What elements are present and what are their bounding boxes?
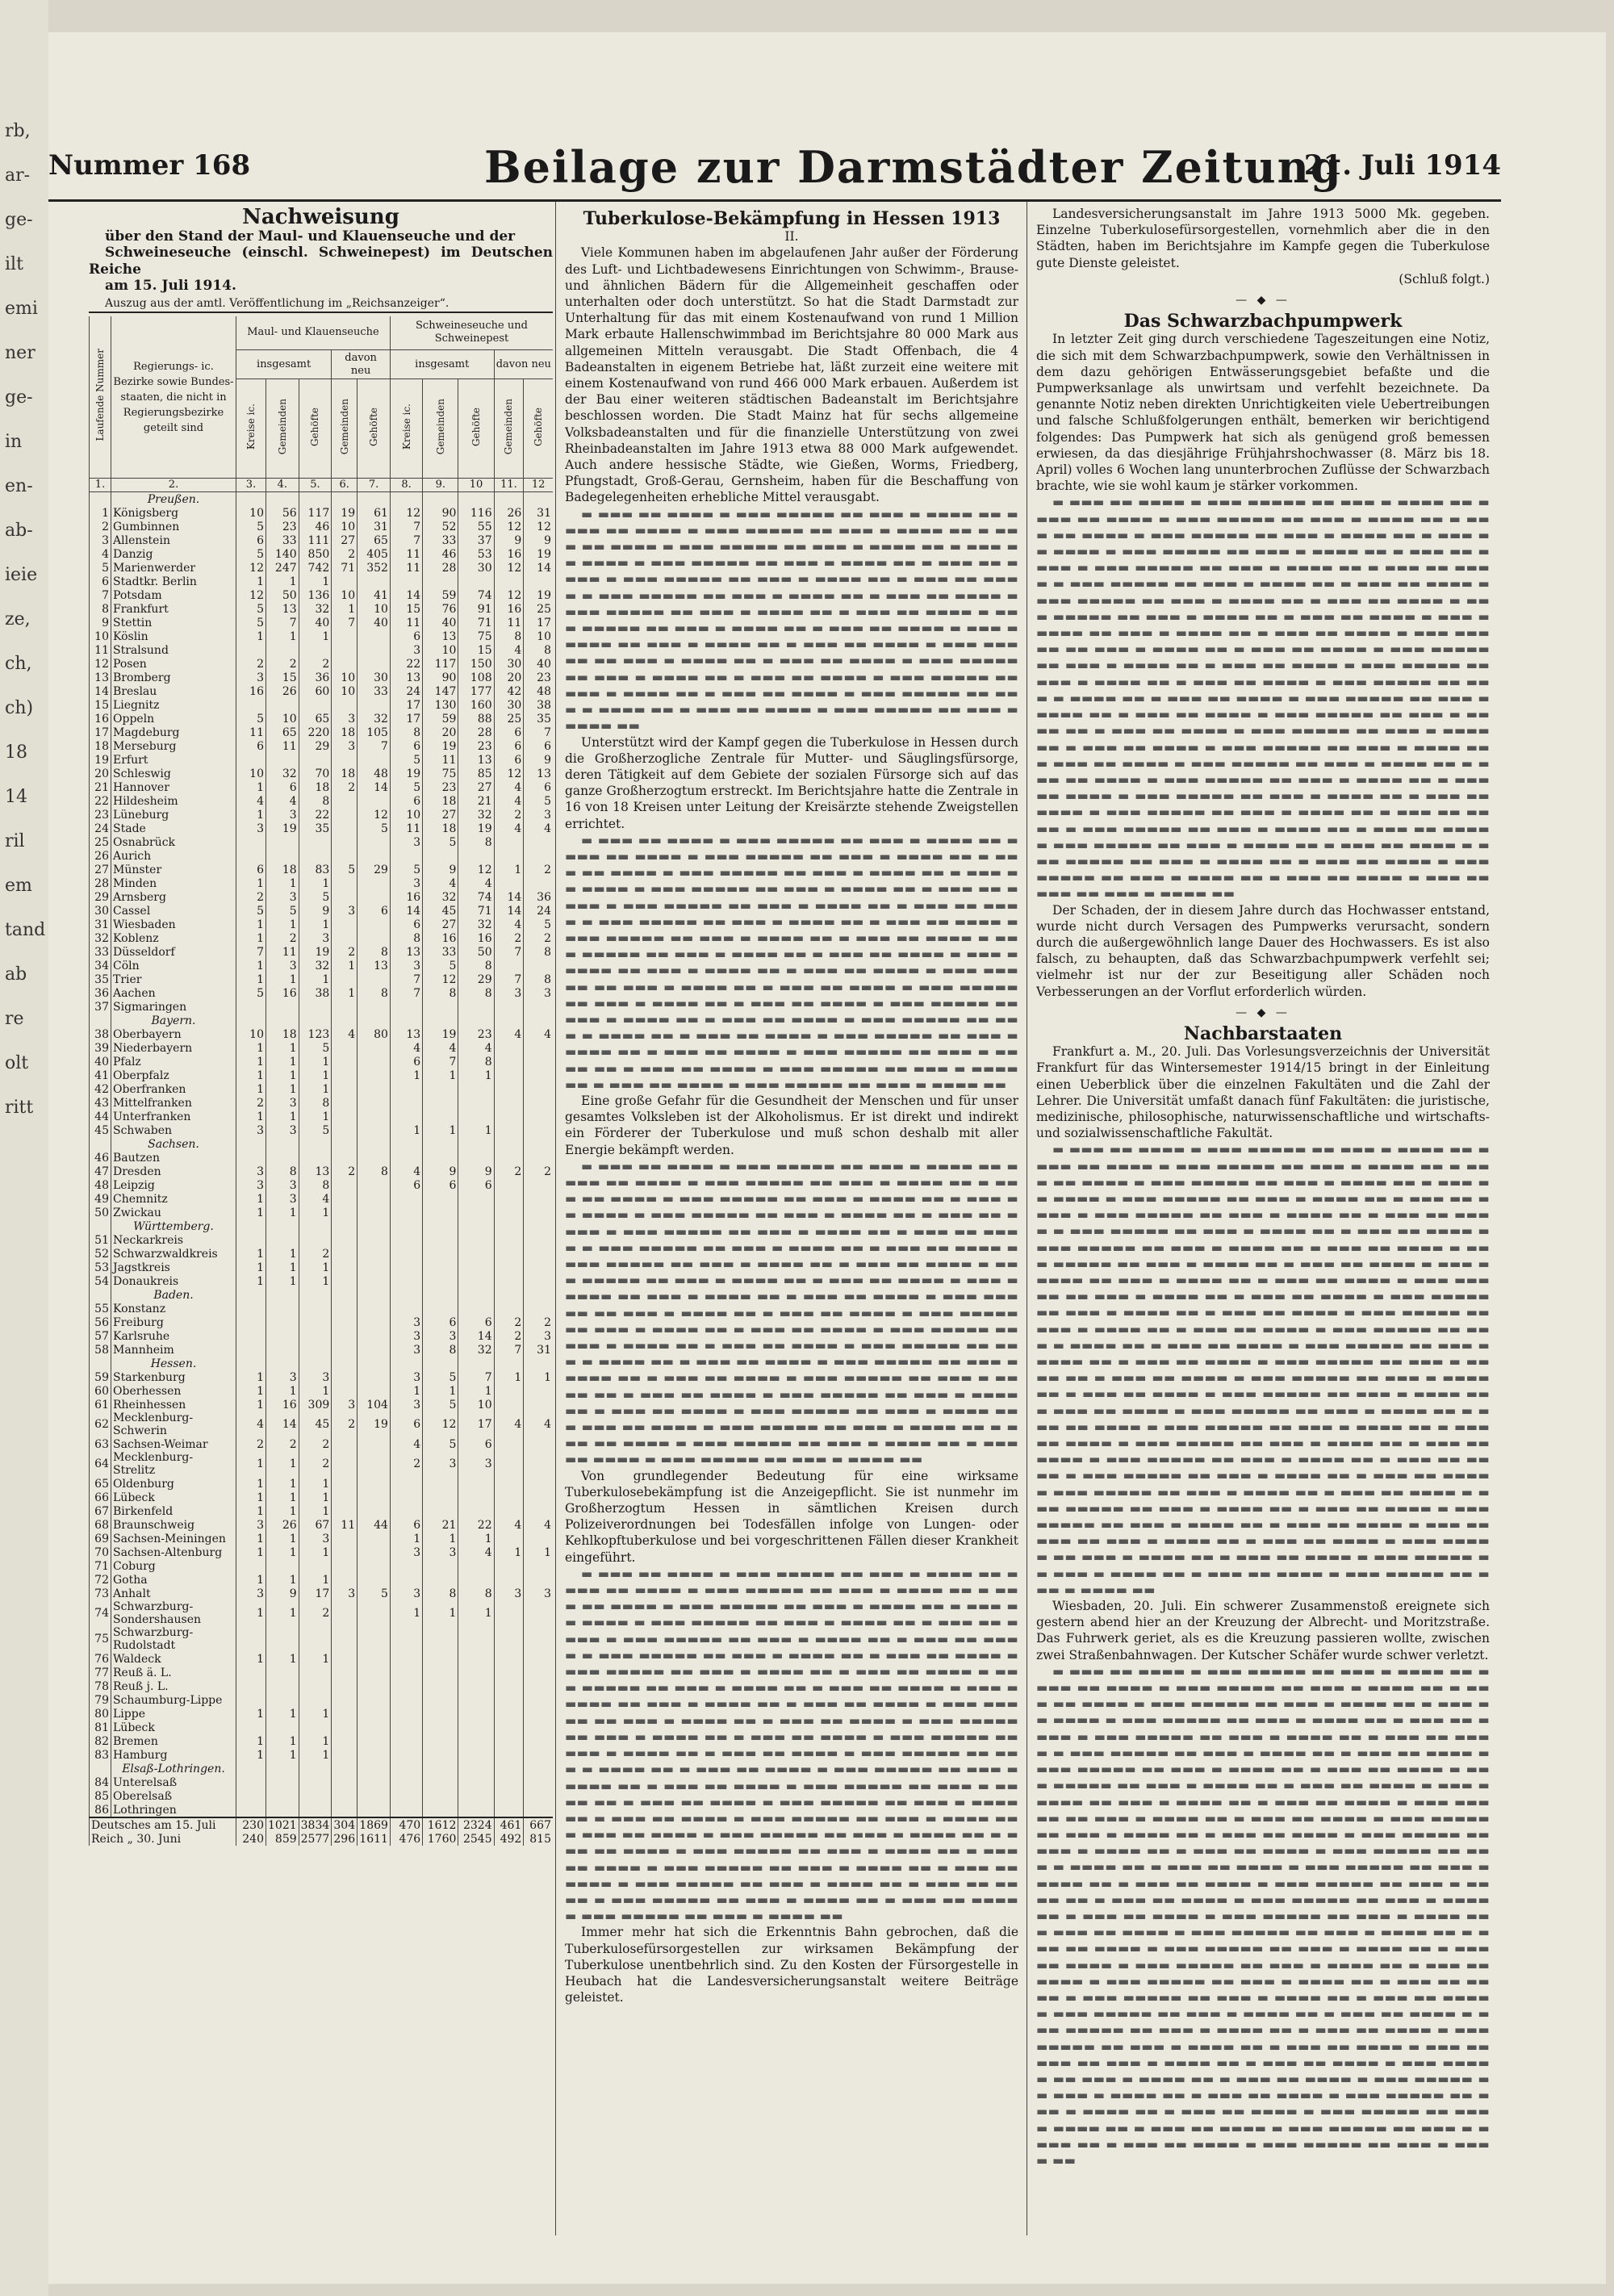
- region-name: Bayern.: [111, 1014, 236, 1027]
- header-districts: Kreise ic.: [236, 379, 266, 479]
- region-name: Minden: [111, 876, 236, 890]
- region-name: Magdeburg: [111, 726, 236, 739]
- table-row: 65 Oldenburg 1 1 1: [90, 1477, 554, 1491]
- table-row: 52 Schwarzwaldkreis 1 1 2: [90, 1247, 554, 1261]
- region-name: Preußen.: [111, 492, 236, 507]
- region-name: Stade: [111, 822, 236, 835]
- region-name: Posen: [111, 657, 236, 671]
- table-row: 34 Cöln 1 3 32 1 13 3 5 8: [90, 959, 554, 972]
- region-name: Sigmaringen: [111, 1000, 236, 1014]
- table-row: 26 Aurich: [90, 849, 554, 863]
- region-name: Unterfranken: [111, 1110, 236, 1123]
- table-row: 1 Königsberg 10 56 117 19 61 12 90 116 26 31: [90, 506, 554, 520]
- region-name: Oberfranken: [111, 1082, 236, 1096]
- table-row: 80 Lippe 1 1 1: [90, 1707, 554, 1721]
- table-row: 54 Donaukreis 1 1 1: [90, 1274, 554, 1288]
- article-paragraph: Von grundlegender Bedeutung für eine wirksame Tuberkulosebekämpfung ist die Anzeigepflicht. Sie ist nunmehr im Großherzogtum Hessen in sämtlichen Kreisen durch Polizeiverordnungen bei Todesfällen infolge von Lungen- oder Kehlkopftuberkulose und bei vorgeschrittenen Fällen dieser Krankheit eingeführt.: [565, 1468, 1018, 1565]
- region-name: Oppeln: [111, 712, 236, 726]
- table-row: 40 Pfalz 1 1 1 6 7 8: [90, 1055, 554, 1069]
- article-paragraph: Viele Kommunen haben im abgelaufenen Jahr außer der Förderung des Luft- und Lichtbadewesens Einrichtungen von Schwimm-, Brause- und ähnlichen Bädern für die Allgemeinheit geschaffen oder unterhalten oder doch unterstützt. So hat die Stadt Darmstadt zur Unterhaltung für das mit einem Kostenaufwand von rund 1 Million Mark erbaute Hallenschwimmbad im Berichtsjahre 80 000 Mark aus allgemeinen Mitteln verausgabt. Die Stadt Offenbach, die 4 Badeanstalten in eigenem Betriebe hat, läßt zurzeit eine weitere mit einem Kostenaufwand von rund 466 000 Mark erbauen. Außerdem ist der Bau einer weiteren städtischen Badeanstalt im Berichtsjahre beschlossen worden. Die Stadt Mainz hat für sechs allgemeine Volksbadeanstalten und für die finanzielle Unterstützung von zwei Rheinbadeanstalten im Jahre 1913 etwa 88 000 Mark aufgewendet. Auch andere hessische Städte, wie Gießen, Worms, Friedberg, Pfungstadt, Groß-Gerau, Gernsheim, haben für die Beschaffung von Badegelegenheiten erhebliche Mittel verausgabt.: [565, 245, 1018, 505]
- column-number: 4.: [266, 479, 299, 492]
- separator: — ◆ —: [1236, 1006, 1290, 1019]
- illegible-text: ▬ ▬▬▬ ▬▬ ▬▬▬▬ ▬ ▬▬▬ ▬▬▬▬▬ ▬▬ ▬▬▬ ▬ ▬▬▬▬ ▬▬ ▬ ▬▬▬ ▬▬ ▬▬▬▬ ▬ ▬▬▬ ▬▬▬▬▬ ▬▬ ▬▬▬ ▬ ▬▬▬▬ ▬▬ ▬ ▬▬▬ ▬▬ ▬▬▬▬ ▬ ▬▬▬ ▬▬▬▬▬ ▬▬ ▬▬▬ ▬ ▬▬▬▬ ▬▬ ▬ ▬▬▬ ▬▬ ▬▬▬▬ ▬ ▬▬▬ ▬▬▬▬▬ ▬▬ ▬▬▬ ▬ ▬▬▬▬ ▬▬ ▬ ▬▬▬ ▬▬ ▬▬▬▬ ▬ ▬▬▬ ▬▬▬▬▬ ▬▬ ▬▬▬ ▬ ▬▬▬▬ ▬▬ ▬ ▬▬▬ ▬▬ ▬▬▬▬ ▬ ▬▬▬ ▬▬▬▬▬ ▬▬ ▬▬▬ ▬ ▬▬▬▬ ▬▬ ▬ ▬▬▬ ▬▬ ▬▬▬▬ ▬ ▬▬▬ ▬▬▬▬▬ ▬▬ ▬▬▬ ▬ ▬▬▬▬ ▬▬ ▬ ▬▬▬ ▬▬ ▬▬▬▬ ▬ ▬▬▬ ▬▬▬▬▬ ▬▬ ▬▬▬ ▬ ▬▬▬▬ ▬▬ ▬ ▬▬▬ ▬▬ ▬▬▬▬ ▬ ▬▬▬ ▬▬▬▬▬ ▬▬ ▬▬▬ ▬ ▬▬▬▬ ▬▬ ▬ ▬▬▬ ▬▬ ▬▬▬▬ ▬ ▬▬▬ ▬▬▬▬▬ ▬▬ ▬▬▬ ▬ ▬▬▬▬ ▬▬ ▬ ▬▬▬ ▬▬ ▬▬▬▬ ▬ ▬▬▬ ▬▬▬▬▬ ▬▬ ▬▬▬ ▬ ▬▬▬▬ ▬▬ ▬ ▬▬▬ ▬▬ ▬▬▬▬ ▬ ▬▬▬ ▬▬▬▬▬ ▬▬ ▬▬▬ ▬ ▬▬▬▬ ▬▬ ▬ ▬▬▬ ▬▬ ▬▬▬▬ ▬ ▬▬▬ ▬▬▬▬▬ ▬▬ ▬▬▬ ▬ ▬▬▬▬ ▬▬ ▬ ▬▬▬ ▬▬ ▬▬▬▬ ▬ ▬▬▬ ▬▬▬▬▬ ▬▬ ▬▬▬ ▬ ▬▬▬▬ ▬▬: [565, 506, 1018, 734]
- table-row: 31 Wiesbaden 1 1 1 6 27 32 4 5: [90, 918, 554, 931]
- adjacent-page-fragment: ge-: [5, 210, 33, 230]
- table-row: 46 Bautzen: [90, 1151, 554, 1165]
- table-row: 6 Stadtkr. Berlin 1 1 1: [90, 575, 554, 588]
- table-row: 16 Oppeln 5 10 65 3 32 17 59 88 25 35: [90, 712, 554, 726]
- table-row: 78 Reuß j. L.: [90, 1679, 554, 1693]
- table-date: am 15. Juli 1914.: [105, 277, 236, 294]
- region-name: Breslau: [111, 684, 236, 698]
- column-number: 5.: [299, 479, 332, 492]
- header-region: Regierungs- ic. Bezirke sowie Bundes- staaten, die nicht in Regierungsbezirke geteilt sind: [111, 316, 236, 479]
- adjacent-page-fragment: ge-: [5, 387, 33, 408]
- table-row: 55 Konstanz: [90, 1302, 554, 1315]
- column-divider: [555, 202, 556, 2235]
- adjacent-page-fragment: ze,: [5, 609, 31, 629]
- table-row: 59 Starkenburg 1 3 3 3 5 7 1 1: [90, 1370, 554, 1384]
- table-state-heading: [90, 1288, 554, 1302]
- region-name: Allenstein: [111, 533, 236, 547]
- adjacent-page-fragment: ab: [5, 964, 27, 985]
- region-name: Zwickau: [111, 1206, 236, 1219]
- region-name: Trier: [111, 972, 236, 986]
- region-name: Frankfurt: [111, 602, 236, 616]
- region-name: Sachsen-Weimar: [111, 1437, 236, 1451]
- region-name: Coburg: [111, 1559, 236, 1573]
- column-number: 11.: [494, 479, 524, 492]
- table-row: 11 Stralsund 3 10 15 4 8: [90, 643, 554, 657]
- region-name: Cöln: [111, 959, 236, 972]
- table-row: 28 Minden 1 1 1 3 4 4: [90, 876, 554, 890]
- table-row: 85 Oberelsaß: [90, 1789, 554, 1803]
- table-row: 5 Marienwerder 12 247 742 71 352 11 28 30 12 14: [90, 561, 554, 575]
- article-heading: Das Schwarzbachpumpwerk: [1123, 311, 1403, 332]
- column-tuberculosis: [565, 206, 1018, 2240]
- table-state-heading: [90, 1762, 554, 1775]
- region-name: Chemnitz: [111, 1192, 236, 1206]
- epidemic-table: [89, 316, 553, 1846]
- region-name: Köslin: [111, 629, 236, 643]
- article-paragraph: Eine große Gefahr für die Gesundheit der Menschen und für unser gesamtes Volksleben ist der Alkoholismus. Er ist direkt und indirekt ein Förderer der Tuberkulose und muß schon deshalb mit aller Energie bekämpft werden.: [565, 1093, 1018, 1157]
- region-name: Bremen: [111, 1734, 236, 1748]
- table-row: 82 Bremen 1 1 1: [90, 1734, 554, 1748]
- article-paragraph: Unterstützt wird der Kampf gegen die Tuberkulose in Hessen durch die Großherzogliche Zentrale für Mutter- und Säuglingsfürsorge, deren Tätigkeit auf dem Gebiete der sozialen Fürsorge sich auf das ganze Großherzogtum erstreckt. Im Berichtsjahre hatte die Zentrale in 16 von 18 Kreisen unter Leitung der Kreisärzte stehende Zweigstellen errichtet.: [565, 734, 1018, 831]
- table-row: 64 Mecklenburg-Strelitz 1 1 2 2 3 3: [90, 1451, 554, 1477]
- table-row: 43 Mittelfranken 2 3 8: [90, 1096, 554, 1110]
- article-heading: Nachbarstaaten: [1183, 1023, 1343, 1044]
- issue-date: 21. Juli 1914: [1303, 149, 1501, 182]
- table-row: 37 Sigmaringen: [90, 1000, 554, 1014]
- column-number: 6.: [332, 479, 358, 492]
- table-row: 38 Oberbayern 10 18 123 4 80 13 19 23 4 4: [90, 1027, 554, 1041]
- region-name: Lüneburg: [111, 808, 236, 822]
- region-name: Oberbayern: [111, 1027, 236, 1041]
- table-row: 49 Chemnitz 1 3 4: [90, 1192, 554, 1206]
- illegible-text: ▬ ▬▬▬ ▬▬ ▬▬▬▬ ▬ ▬▬▬ ▬▬▬▬▬ ▬▬ ▬▬▬ ▬ ▬▬▬▬ ▬▬ ▬ ▬▬▬ ▬▬ ▬▬▬▬ ▬ ▬▬▬ ▬▬▬▬▬ ▬▬ ▬▬▬ ▬ ▬▬▬▬ ▬▬ ▬ ▬▬▬ ▬▬ ▬▬▬▬ ▬ ▬▬▬ ▬▬▬▬▬ ▬▬ ▬▬▬ ▬ ▬▬▬▬ ▬▬ ▬ ▬▬▬ ▬▬ ▬▬▬▬ ▬ ▬▬▬ ▬▬▬▬▬ ▬▬ ▬▬▬ ▬ ▬▬▬▬ ▬▬ ▬ ▬▬▬ ▬▬ ▬▬▬▬ ▬ ▬▬▬ ▬▬▬▬▬ ▬▬ ▬▬▬ ▬ ▬▬▬▬ ▬▬ ▬ ▬▬▬ ▬▬ ▬▬▬▬ ▬ ▬▬▬ ▬▬▬▬▬ ▬▬ ▬▬▬ ▬ ▬▬▬▬ ▬▬ ▬ ▬▬▬ ▬▬ ▬▬▬▬ ▬ ▬▬▬ ▬▬▬▬▬ ▬▬ ▬▬▬ ▬ ▬▬▬▬ ▬▬ ▬ ▬▬▬ ▬▬ ▬▬▬▬ ▬ ▬▬▬ ▬▬▬▬▬ ▬▬ ▬▬▬ ▬ ▬▬▬▬ ▬▬ ▬ ▬▬▬ ▬▬ ▬▬▬▬ ▬ ▬▬▬ ▬▬▬▬▬ ▬▬ ▬▬▬ ▬ ▬▬▬▬ ▬▬ ▬ ▬▬▬ ▬▬ ▬▬▬▬ ▬ ▬▬▬ ▬▬▬▬▬ ▬▬ ▬▬▬ ▬ ▬▬▬▬ ▬▬ ▬ ▬▬▬ ▬▬ ▬▬▬▬ ▬ ▬▬▬ ▬▬▬▬▬ ▬▬ ▬▬▬ ▬ ▬▬▬▬ ▬▬ ▬ ▬▬▬ ▬▬ ▬▬▬▬ ▬ ▬▬▬ ▬▬▬▬▬ ▬▬ ▬▬▬ ▬ ▬▬▬▬ ▬▬ ▬ ▬▬▬ ▬▬ ▬▬▬▬ ▬ ▬▬▬ ▬▬▬▬▬ ▬▬ ▬▬▬ ▬ ▬▬▬▬ ▬▬ ▬ ▬▬▬ ▬▬ ▬▬▬▬ ▬ ▬▬▬ ▬▬▬▬▬ ▬▬ ▬▬▬ ▬ ▬▬▬▬ ▬▬ ▬ ▬▬▬ ▬▬ ▬▬▬▬ ▬ ▬▬▬ ▬▬▬▬▬ ▬▬ ▬▬▬ ▬ ▬▬▬▬ ▬▬ ▬ ▬▬▬ ▬▬ ▬▬▬▬ ▬ ▬▬▬ ▬▬▬▬▬ ▬▬ ▬▬▬ ▬ ▬▬▬▬ ▬▬ ▬ ▬▬▬ ▬▬ ▬▬▬▬ ▬ ▬▬▬ ▬▬▬▬▬ ▬▬ ▬▬▬ ▬ ▬▬▬▬ ▬▬ ▬ ▬▬▬ ▬▬ ▬▬▬▬ ▬ ▬▬▬ ▬▬▬▬▬ ▬▬ ▬▬▬ ▬ ▬▬▬▬ ▬▬ ▬ ▬▬▬ ▬▬ ▬▬▬▬ ▬ ▬▬▬ ▬▬▬▬▬ ▬▬ ▬▬▬ ▬ ▬▬▬▬ ▬▬ ▬ ▬▬▬ ▬▬ ▬▬▬▬ ▬ ▬▬▬ ▬▬▬▬▬ ▬▬ ▬▬▬ ▬ ▬▬▬▬ ▬▬ ▬ ▬▬▬ ▬▬ ▬▬▬▬ ▬ ▬▬▬ ▬▬▬▬▬ ▬▬ ▬▬▬ ▬ ▬▬▬▬ ▬▬ ▬ ▬▬▬ ▬▬ ▬▬▬▬ ▬ ▬▬▬ ▬▬▬▬▬ ▬▬ ▬▬▬ ▬ ▬▬▬▬ ▬▬ ▬ ▬▬▬ ▬▬ ▬▬▬▬ ▬ ▬▬▬ ▬▬▬▬▬ ▬▬ ▬▬▬ ▬ ▬▬▬▬ ▬▬: [565, 1566, 1018, 1924]
- region-name: Pfalz: [111, 1055, 236, 1069]
- region-name: Hamburg: [111, 1748, 236, 1762]
- adjacent-page-fragment: ch): [5, 698, 34, 718]
- adjacent-page-fragment: ar-: [5, 165, 31, 186]
- table-row: 2 Gumbinnen 5 23 46 10 31 7 52 55 12 12: [90, 520, 554, 533]
- table-row: 71 Coburg: [90, 1559, 554, 1573]
- region-name: Merseburg: [111, 739, 236, 753]
- adjacent-page-fragment: ch,: [5, 654, 32, 674]
- region-name: Hannover: [111, 780, 236, 794]
- header-swine-fever: Schweineseuche und Schweinepest: [390, 316, 553, 349]
- region-name: Koblenz: [111, 931, 236, 945]
- region-name: Mecklenburg-Strelitz: [111, 1451, 236, 1477]
- region-name: Schaumburg-Lippe: [111, 1693, 236, 1707]
- region-name: Lothringen: [111, 1803, 236, 1817]
- article-paragraph: Frankfurt a. M., 20. Juli. Das Vorlesungsverzeichnis der Universität Frankfurt für das Wintersemester 1914/15 bringt in der Einleitung einen Ueberblick über die einzelnen Fakultäten und die Zahl der Lehrer. Die Universität umfaßt danach fünf Fakultäten: die juristische, medizinische, philosophische, naturwissenschaftliche und wirtschafts- und sozialwissenschaftliche Fakultät.: [1036, 1044, 1490, 1141]
- header-communes: Gemeinden: [266, 379, 299, 479]
- table-row: 61 Rheinhessen 1 16 309 3 104 3 5 10: [90, 1398, 554, 1411]
- region-name: Oberelsaß: [111, 1789, 236, 1803]
- region-name: Potsdam: [111, 588, 236, 602]
- table-row: 30 Cassel 5 5 9 3 6 14 45 71 14 24: [90, 904, 554, 918]
- table-row: 75 Schwarzburg-Rudolstadt: [90, 1626, 554, 1652]
- table-row: 20 Schleswig 10 32 70 18 48 19 75 85 12 13: [90, 767, 554, 780]
- region-name: Mannheim: [111, 1343, 236, 1357]
- adjacent-page-fragment: 18: [5, 742, 27, 763]
- column-number: 12: [524, 479, 553, 492]
- region-name: Jagstkreis: [111, 1261, 236, 1274]
- region-name: Dresden: [111, 1165, 236, 1178]
- region-name: Neckarkreis: [111, 1233, 236, 1247]
- region-name: Liegnitz: [111, 698, 236, 712]
- table-row: 53 Jagstkreis 1 1 1: [90, 1261, 554, 1274]
- table-row: 17 Magdeburg 11 65 220 18 105 8 20 28 6 7: [90, 726, 554, 739]
- table-row: 68 Braunschweig 3 26 67 11 44 6 21 22 4 4: [90, 1518, 554, 1532]
- column-news: [1036, 206, 1490, 2240]
- table-row: 3 Allenstein 6 33 111 27 65 7 33 37 9 9: [90, 533, 554, 547]
- region-name: Konstanz: [111, 1302, 236, 1315]
- table-row: 70 Sachsen-Altenburg 1 1 1 3 3 4 1 1: [90, 1545, 554, 1559]
- header-number: Laufende Nummer: [90, 316, 111, 479]
- article-paragraph: Wiesbaden, 20. Juli. Ein schwerer Zusammenstoß ereignete sich gestern abend hier an der Kreuzung der Albrecht- und Moritzstraße. Das Fuhrwerk geriet, als es die Kreuzung passieren wollte, zwischen zwei Straßenbahnwagen. Der Kutscher Schäfer wurde schwer verletzt.: [1036, 1599, 1490, 1662]
- table-subtitle: Schweineseuche (einschl. Schweinepest) im Deutschen Reiche: [89, 245, 553, 278]
- table-row: 76 Waldeck 1 1 1: [90, 1652, 554, 1666]
- region-name: Starkenburg: [111, 1370, 236, 1384]
- illegible-text: ▬ ▬▬▬ ▬▬ ▬▬▬▬ ▬ ▬▬▬ ▬▬▬▬▬ ▬▬ ▬▬▬ ▬ ▬▬▬▬ ▬▬ ▬ ▬▬▬ ▬▬ ▬▬▬▬ ▬ ▬▬▬ ▬▬▬▬▬ ▬▬ ▬▬▬ ▬ ▬▬▬▬ ▬▬ ▬ ▬▬▬ ▬▬ ▬▬▬▬ ▬ ▬▬▬ ▬▬▬▬▬ ▬▬ ▬▬▬ ▬ ▬▬▬▬ ▬▬ ▬ ▬▬▬ ▬▬ ▬▬▬▬ ▬ ▬▬▬ ▬▬▬▬▬ ▬▬ ▬▬▬ ▬ ▬▬▬▬ ▬▬ ▬ ▬▬▬ ▬▬ ▬▬▬▬ ▬ ▬▬▬ ▬▬▬▬▬ ▬▬ ▬▬▬ ▬ ▬▬▬▬ ▬▬ ▬ ▬▬▬ ▬▬ ▬▬▬▬ ▬ ▬▬▬ ▬▬▬▬▬ ▬▬ ▬▬▬ ▬ ▬▬▬▬ ▬▬ ▬ ▬▬▬ ▬▬ ▬▬▬▬ ▬ ▬▬▬ ▬▬▬▬▬ ▬▬ ▬▬▬ ▬ ▬▬▬▬ ▬▬ ▬ ▬▬▬ ▬▬ ▬▬▬▬ ▬ ▬▬▬ ▬▬▬▬▬ ▬▬ ▬▬▬ ▬ ▬▬▬▬ ▬▬ ▬ ▬▬▬ ▬▬ ▬▬▬▬ ▬ ▬▬▬ ▬▬▬▬▬ ▬▬ ▬▬▬ ▬ ▬▬▬▬ ▬▬ ▬ ▬▬▬ ▬▬ ▬▬▬▬ ▬ ▬▬▬ ▬▬▬▬▬ ▬▬ ▬▬▬ ▬ ▬▬▬▬ ▬▬ ▬ ▬▬▬ ▬▬ ▬▬▬▬ ▬ ▬▬▬ ▬▬▬▬▬ ▬▬ ▬▬▬ ▬ ▬▬▬▬ ▬▬ ▬ ▬▬▬ ▬▬ ▬▬▬▬ ▬ ▬▬▬ ▬▬▬▬▬ ▬▬ ▬▬▬ ▬ ▬▬▬▬ ▬▬ ▬ ▬▬▬ ▬▬ ▬▬▬▬ ▬ ▬▬▬ ▬▬▬▬▬ ▬▬ ▬▬▬ ▬ ▬▬▬▬ ▬▬ ▬ ▬▬▬ ▬▬ ▬▬▬▬ ▬ ▬▬▬ ▬▬▬▬▬ ▬▬ ▬▬▬ ▬ ▬▬▬▬ ▬▬ ▬ ▬▬▬ ▬▬ ▬▬▬▬ ▬ ▬▬▬ ▬▬▬▬▬ ▬▬ ▬▬▬ ▬ ▬▬▬▬ ▬▬ ▬ ▬▬▬ ▬▬ ▬▬▬▬ ▬ ▬▬▬ ▬▬▬▬▬ ▬▬ ▬▬▬ ▬ ▬▬▬▬ ▬▬ ▬ ▬▬▬ ▬▬ ▬▬▬▬ ▬ ▬▬▬ ▬▬▬▬▬ ▬▬ ▬▬▬ ▬ ▬▬▬▬ ▬▬: [565, 832, 1018, 1092]
- region-name: Oldenburg: [111, 1477, 236, 1491]
- header-farms: Gehöfte: [458, 379, 494, 479]
- masthead: [48, 141, 1501, 198]
- region-name: Mecklenburg-Schwerin: [111, 1411, 236, 1437]
- adjacent-page-fragment: tand: [5, 920, 46, 940]
- table-row: 41 Oberpfalz 1 1 1 1 1 1: [90, 1069, 554, 1082]
- region-name: Düsseldorf: [111, 945, 236, 959]
- header-farms: Gehöfte: [358, 379, 391, 479]
- table-row: 33 Düsseldorf 7 11 19 2 8 13 33 50 7 8: [90, 945, 554, 959]
- header-farms: Gehöfte: [524, 379, 553, 479]
- masthead-rule: [48, 199, 1501, 202]
- header-new: davon neu: [332, 349, 391, 379]
- region-name: Reuß j. L.: [111, 1679, 236, 1693]
- region-name: Oberhessen: [111, 1384, 236, 1398]
- table-row: 42 Oberfranken 1 1 1: [90, 1082, 554, 1096]
- table-row: 66 Lübeck 1 1 1: [90, 1491, 554, 1504]
- adjacent-page-fragment: emi: [5, 299, 38, 319]
- column-number: 10: [458, 479, 494, 492]
- region-name: Rheinhessen: [111, 1398, 236, 1411]
- article-paragraph: Landesversicherungsanstalt im Jahre 1913 5000 Mk. gegeben. Einzelne Tuberkulosefürsorgestellen, vornehmlich aber die in den Städten, haben im Berichtsjahre im Kampfe gegen die Tuberkulose gute Dienste geleistet.: [1036, 207, 1490, 270]
- region-name: Unterelsaß: [111, 1775, 236, 1789]
- table-row: 51 Neckarkreis: [90, 1233, 554, 1247]
- region-name: Wiesbaden: [111, 918, 236, 931]
- article-part: II.: [784, 229, 799, 245]
- total-label: Deutsches am 15. Juli: [90, 1817, 236, 1832]
- header-communes: Gemeinden: [332, 379, 358, 479]
- region-name: Leipzig: [111, 1178, 236, 1192]
- adjacent-page-fragment: ab-: [5, 521, 33, 541]
- table-row: 7 Potsdam 12 50 136 10 41 14 59 74 12 19: [90, 588, 554, 602]
- region-name: Stralsund: [111, 643, 236, 657]
- adjacent-page-fragment: en-: [5, 476, 33, 496]
- column-number: 7.: [358, 479, 391, 492]
- article-paragraph: In letzter Zeit ging durch verschiedene Tageszeitungen eine Notiz, die sich mit dem Schwarzbachpumpwerk, sowie den Verhältnissen in dem dazu gehörigen Entwässerungsgebiet befaßte und die Pumpwerksanlage als unwirtsam und verfehlt bezeichnete. Da genannte Notiz neben direkten Unrichtigkeiten viele Uebertreibungen und falsche Schlußfolgerungen enthält, bemerken wir berichtigend folgendes: Das Pumpwerk hat sich als genügend groß bemessen erwiesen, da das diesjährige Frühjahrshochwasser (8. März bis 18. April) volles 6 Wochen lang ununterbrochen Zuflüsse der Schwarzbach brachte, wie sie wohl kaum je stärker vorkommen.: [1036, 332, 1490, 494]
- table-state-heading: [90, 1219, 554, 1233]
- table-row-total: Deutsches am 15. Juli 230 1021 3834 304 1869 470 1612 2324 461 667: [90, 1817, 554, 1832]
- region-name: Sachsen.: [111, 1137, 236, 1151]
- table-row: 83 Hamburg 1 1 1: [90, 1748, 554, 1762]
- region-name: Osnabrück: [111, 835, 236, 849]
- table-row: 35 Trier 1 1 1 7 12 29 7 8: [90, 972, 554, 986]
- region-name: Aurich: [111, 849, 236, 863]
- article-paragraph: Immer mehr hat sich die Erkenntnis Bahn gebrochen, daß die Tuberkulosefürsorgestellen zur wirksamen Bekämpfung der Tuberkulose unentbehrlich sind. Zu den Kosten der Fürsorgestelle in Heubach hat die Landesversicherungsanstalt weitere Beiträge geleistet.: [565, 1925, 1018, 2005]
- region-name: Stettin: [111, 616, 236, 629]
- region-name: Münster: [111, 863, 236, 876]
- article-paragraph: Der Schaden, der in diesem Jahre durch das Hochwasser entstand, wurde nicht durch Versagen des Pumpwerks verursacht, sondern durch die außergewöhnlich lange Dauer des Hochwassers. Es ist also falsch, zu behaupten, daß das Schwarzbachpumpwerk verfehlt sei; vielmehr ist nur der zur Beseitigung aller Schäden noch Verbesserungen an der Vorflut erforderlich würden.: [1036, 902, 1490, 999]
- table-row: 24 Stade 3 19 35 5 11 18 19 4 4: [90, 822, 554, 835]
- table-row: 12 Posen 2 2 2 22 117 150 30 40: [90, 657, 554, 671]
- table-row: 8 Frankfurt 5 13 32 1 10 15 76 91 16 25: [90, 602, 554, 616]
- header-foot-mouth: Maul- und Klauenseuche: [236, 316, 391, 349]
- table-row: 57 Karlsruhe 3 3 14 2 3: [90, 1329, 554, 1343]
- region-name: Karlsruhe: [111, 1329, 236, 1343]
- illegible-text: ▬ ▬▬▬ ▬▬ ▬▬▬▬ ▬ ▬▬▬ ▬▬▬▬▬ ▬▬ ▬▬▬ ▬ ▬▬▬▬ ▬▬ ▬ ▬▬▬ ▬▬ ▬▬▬▬ ▬ ▬▬▬ ▬▬▬▬▬ ▬▬ ▬▬▬ ▬ ▬▬▬▬ ▬▬ ▬ ▬▬▬ ▬▬ ▬▬▬▬ ▬ ▬▬▬ ▬▬▬▬▬ ▬▬ ▬▬▬ ▬ ▬▬▬▬ ▬▬ ▬ ▬▬▬ ▬▬ ▬▬▬▬ ▬ ▬▬▬ ▬▬▬▬▬ ▬▬ ▬▬▬ ▬ ▬▬▬▬ ▬▬ ▬ ▬▬▬ ▬▬ ▬▬▬▬ ▬ ▬▬▬ ▬▬▬▬▬ ▬▬ ▬▬▬ ▬ ▬▬▬▬ ▬▬ ▬ ▬▬▬ ▬▬ ▬▬▬▬ ▬ ▬▬▬ ▬▬▬▬▬ ▬▬ ▬▬▬ ▬ ▬▬▬▬ ▬▬ ▬ ▬▬▬ ▬▬ ▬▬▬▬ ▬ ▬▬▬ ▬▬▬▬▬ ▬▬ ▬▬▬ ▬ ▬▬▬▬ ▬▬ ▬ ▬▬▬ ▬▬ ▬▬▬▬ ▬ ▬▬▬ ▬▬▬▬▬ ▬▬ ▬▬▬ ▬ ▬▬▬▬ ▬▬ ▬ ▬▬▬ ▬▬ ▬▬▬▬ ▬ ▬▬▬ ▬▬▬▬▬ ▬▬ ▬▬▬ ▬ ▬▬▬▬ ▬▬ ▬ ▬▬▬ ▬▬ ▬▬▬▬ ▬ ▬▬▬ ▬▬▬▬▬ ▬▬ ▬▬▬ ▬ ▬▬▬▬ ▬▬ ▬ ▬▬▬ ▬▬ ▬▬▬▬ ▬ ▬▬▬ ▬▬▬▬▬ ▬▬ ▬▬▬ ▬ ▬▬▬▬ ▬▬ ▬ ▬▬▬ ▬▬ ▬▬▬▬ ▬ ▬▬▬ ▬▬▬▬▬ ▬▬ ▬▬▬ ▬ ▬▬▬▬ ▬▬ ▬ ▬▬▬ ▬▬ ▬▬▬▬ ▬ ▬▬▬ ▬▬▬▬▬ ▬▬ ▬▬▬ ▬ ▬▬▬▬ ▬▬ ▬ ▬▬▬ ▬▬ ▬▬▬▬ ▬ ▬▬▬ ▬▬▬▬▬ ▬▬ ▬▬▬ ▬ ▬▬▬▬ ▬▬ ▬ ▬▬▬ ▬▬ ▬▬▬▬ ▬ ▬▬▬ ▬▬▬▬▬ ▬▬ ▬▬▬ ▬ ▬▬▬▬ ▬▬ ▬ ▬▬▬ ▬▬ ▬▬▬▬ ▬ ▬▬▬ ▬▬▬▬▬ ▬▬ ▬▬▬ ▬ ▬▬▬▬ ▬▬ ▬ ▬▬▬ ▬▬ ▬▬▬▬ ▬ ▬▬▬ ▬▬▬▬▬ ▬▬ ▬▬▬ ▬ ▬▬▬▬ ▬▬ ▬ ▬▬▬ ▬▬ ▬▬▬▬ ▬ ▬▬▬ ▬▬▬▬▬ ▬▬ ▬▬▬ ▬ ▬▬▬▬ ▬▬ ▬ ▬▬▬ ▬▬ ▬▬▬▬ ▬ ▬▬▬ ▬▬▬▬▬ ▬▬ ▬▬▬ ▬ ▬▬▬▬ ▬▬ ▬ ▬▬▬ ▬▬ ▬▬▬▬ ▬ ▬▬▬ ▬▬▬▬▬ ▬▬ ▬▬▬ ▬ ▬▬▬▬ ▬▬ ▬ ▬▬▬ ▬▬ ▬▬▬▬ ▬ ▬▬▬ ▬▬▬▬▬ ▬▬ ▬▬▬ ▬ ▬▬▬▬ ▬▬ ▬ ▬▬▬ ▬▬ ▬▬▬▬ ▬ ▬▬▬ ▬▬▬▬▬ ▬▬ ▬▬▬ ▬ ▬▬▬▬ ▬▬ ▬ ▬▬▬ ▬▬ ▬▬▬▬ ▬ ▬▬▬ ▬▬▬▬▬ ▬▬ ▬▬▬ ▬ ▬▬▬▬ ▬▬ ▬ ▬▬▬ ▬▬ ▬▬▬▬ ▬ ▬▬▬ ▬▬▬▬▬ ▬▬ ▬▬▬ ▬ ▬▬▬▬ ▬▬ ▬ ▬▬▬ ▬▬ ▬▬▬▬ ▬ ▬▬▬ ▬▬▬▬▬ ▬▬ ▬▬▬ ▬ ▬▬▬▬ ▬▬ ▬ ▬▬▬ ▬▬ ▬▬▬▬ ▬ ▬▬▬ ▬▬▬▬▬ ▬▬ ▬▬▬ ▬ ▬▬▬▬ ▬▬ ▬ ▬▬▬ ▬▬ ▬▬▬▬ ▬ ▬▬▬ ▬▬▬▬▬ ▬▬ ▬▬▬ ▬ ▬▬▬▬ ▬▬ ▬ ▬▬▬ ▬▬ ▬▬▬▬ ▬ ▬▬▬ ▬▬▬▬▬ ▬▬ ▬▬▬ ▬ ▬▬▬▬ ▬▬ ▬ ▬▬▬ ▬▬ ▬▬▬▬ ▬ ▬▬▬ ▬▬▬▬▬ ▬▬ ▬▬▬ ▬ ▬▬▬▬ ▬▬: [1036, 1142, 1490, 1597]
- region-name: Marienwerder: [111, 561, 236, 575]
- table-row: 73 Anhalt 3 9 17 3 5 3 8 8 3 3: [90, 1587, 554, 1600]
- region-name: Königsberg: [111, 506, 236, 520]
- table-row: 60 Oberhessen 1 1 1 1 1 1: [90, 1384, 554, 1398]
- column-number: 8.: [390, 479, 422, 492]
- table-row: 50 Zwickau 1 1 1: [90, 1206, 554, 1219]
- table-row: 69 Sachsen-Meiningen 1 1 3 1 1 1: [90, 1532, 554, 1545]
- table-subtitle: über den Stand der Maul- und Klauenseuche und der: [105, 228, 516, 245]
- table-row: 79 Schaumburg-Lippe: [90, 1693, 554, 1707]
- table-row: 9 Stettin 5 7 40 7 40 11 40 71 11 17: [90, 616, 554, 629]
- table-row: 63 Sachsen-Weimar 2 2 2 4 5 6: [90, 1437, 554, 1451]
- region-name: Bautzen: [111, 1151, 236, 1165]
- region-name: Sachsen-Meiningen: [111, 1532, 236, 1545]
- region-name: Württemberg.: [111, 1219, 236, 1233]
- region-name: Waldeck: [111, 1652, 236, 1666]
- region-name: Niederbayern: [111, 1041, 236, 1055]
- column-number: 2.: [111, 479, 236, 492]
- region-name: Donaukreis: [111, 1274, 236, 1288]
- table-row: 77 Reuß ä. L.: [90, 1666, 554, 1679]
- table-row: 62 Mecklenburg-Schwerin 4 14 45 2 19 6 12 17 4 4: [90, 1411, 554, 1437]
- adjacent-page-fragment: in: [5, 432, 23, 452]
- region-name: Lippe: [111, 1707, 236, 1721]
- illegible-text: ▬ ▬▬▬ ▬▬ ▬▬▬▬ ▬ ▬▬▬ ▬▬▬▬▬ ▬▬ ▬▬▬ ▬ ▬▬▬▬ ▬▬ ▬ ▬▬▬ ▬▬ ▬▬▬▬ ▬ ▬▬▬ ▬▬▬▬▬ ▬▬ ▬▬▬ ▬ ▬▬▬▬ ▬▬ ▬ ▬▬▬ ▬▬ ▬▬▬▬ ▬ ▬▬▬ ▬▬▬▬▬ ▬▬ ▬▬▬ ▬ ▬▬▬▬ ▬▬ ▬ ▬▬▬ ▬▬ ▬▬▬▬ ▬ ▬▬▬ ▬▬▬▬▬ ▬▬ ▬▬▬ ▬ ▬▬▬▬ ▬▬ ▬ ▬▬▬ ▬▬ ▬▬▬▬ ▬ ▬▬▬ ▬▬▬▬▬ ▬▬ ▬▬▬ ▬ ▬▬▬▬ ▬▬ ▬ ▬▬▬ ▬▬ ▬▬▬▬ ▬ ▬▬▬ ▬▬▬▬▬ ▬▬ ▬▬▬ ▬ ▬▬▬▬ ▬▬ ▬ ▬▬▬ ▬▬ ▬▬▬▬ ▬ ▬▬▬ ▬▬▬▬▬ ▬▬ ▬▬▬ ▬ ▬▬▬▬ ▬▬ ▬ ▬▬▬ ▬▬ ▬▬▬▬ ▬ ▬▬▬ ▬▬▬▬▬ ▬▬ ▬▬▬ ▬ ▬▬▬▬ ▬▬ ▬ ▬▬▬ ▬▬ ▬▬▬▬ ▬ ▬▬▬ ▬▬▬▬▬ ▬▬ ▬▬▬ ▬ ▬▬▬▬ ▬▬ ▬ ▬▬▬ ▬▬ ▬▬▬▬ ▬ ▬▬▬ ▬▬▬▬▬ ▬▬ ▬▬▬ ▬ ▬▬▬▬ ▬▬ ▬ ▬▬▬ ▬▬ ▬▬▬▬ ▬ ▬▬▬ ▬▬▬▬▬ ▬▬ ▬▬▬ ▬ ▬▬▬▬ ▬▬ ▬ ▬▬▬ ▬▬ ▬▬▬▬ ▬ ▬▬▬ ▬▬▬▬▬ ▬▬ ▬▬▬ ▬ ▬▬▬▬ ▬▬ ▬ ▬▬▬ ▬▬ ▬▬▬▬ ▬ ▬▬▬ ▬▬▬▬▬ ▬▬ ▬▬▬ ▬ ▬▬▬▬ ▬▬ ▬ ▬▬▬ ▬▬ ▬▬▬▬ ▬ ▬▬▬ ▬▬▬▬▬ ▬▬ ▬▬▬ ▬ ▬▬▬▬ ▬▬ ▬ ▬▬▬ ▬▬ ▬▬▬▬ ▬ ▬▬▬ ▬▬▬▬▬ ▬▬ ▬▬▬ ▬ ▬▬▬▬ ▬▬ ▬ ▬▬▬ ▬▬ ▬▬▬▬ ▬ ▬▬▬ ▬▬▬▬▬ ▬▬ ▬▬▬ ▬ ▬▬▬▬ ▬▬ ▬ ▬▬▬ ▬▬ ▬▬▬▬ ▬ ▬▬▬ ▬▬▬▬▬ ▬▬ ▬▬▬ ▬ ▬▬▬▬ ▬▬ ▬ ▬▬▬ ▬▬ ▬▬▬▬ ▬ ▬▬▬ ▬▬▬▬▬ ▬▬ ▬▬▬ ▬ ▬▬▬▬ ▬▬ ▬ ▬▬▬ ▬▬ ▬▬▬▬ ▬ ▬▬▬ ▬▬▬▬▬ ▬▬ ▬▬▬ ▬ ▬▬▬▬ ▬▬ ▬ ▬▬▬ ▬▬ ▬▬▬▬ ▬ ▬▬▬ ▬▬▬▬▬ ▬▬ ▬▬▬ ▬ ▬▬▬▬ ▬▬: [565, 1158, 1018, 1467]
- table-row: 84 Unterelsaß: [90, 1775, 554, 1789]
- region-name: Erfurt: [111, 753, 236, 767]
- header-new: davon neu: [494, 349, 553, 379]
- region-name: Sachsen-Altenburg: [111, 1545, 236, 1559]
- continued-note: (Schluß folgt.): [1399, 271, 1490, 286]
- newspaper-title: Beilage zur Darmstädter Zeitung: [484, 141, 1343, 193]
- table-row: 67 Birkenfeld 1 1 1: [90, 1504, 554, 1518]
- adjacent-page-fragment: re: [5, 1009, 24, 1029]
- table-title: Nachweisung: [242, 206, 399, 229]
- adjacent-page-fragment: ritt: [5, 1098, 34, 1118]
- adjacent-page-fragment: rb,: [5, 121, 31, 141]
- table-row: 25 Osnabrück 3 5 8: [90, 835, 554, 849]
- region-name: Braunschweig: [111, 1518, 236, 1532]
- table-row: 86 Lothringen: [90, 1803, 554, 1817]
- table-row: 13 Bromberg 3 15 36 10 30 13 90 108 20 23: [90, 671, 554, 684]
- illegible-text: ▬ ▬▬▬ ▬▬ ▬▬▬▬ ▬ ▬▬▬ ▬▬▬▬▬ ▬▬ ▬▬▬ ▬ ▬▬▬▬ ▬▬ ▬ ▬▬▬ ▬▬ ▬▬▬▬ ▬ ▬▬▬ ▬▬▬▬▬ ▬▬ ▬▬▬ ▬ ▬▬▬▬ ▬▬ ▬ ▬▬▬ ▬▬ ▬▬▬▬ ▬ ▬▬▬ ▬▬▬▬▬ ▬▬ ▬▬▬ ▬ ▬▬▬▬ ▬▬ ▬ ▬▬▬ ▬▬ ▬▬▬▬ ▬ ▬▬▬ ▬▬▬▬▬ ▬▬ ▬▬▬ ▬ ▬▬▬▬ ▬▬ ▬ ▬▬▬ ▬▬ ▬▬▬▬ ▬ ▬▬▬ ▬▬▬▬▬ ▬▬ ▬▬▬ ▬ ▬▬▬▬ ▬▬ ▬ ▬▬▬ ▬▬ ▬▬▬▬ ▬ ▬▬▬ ▬▬▬▬▬ ▬▬ ▬▬▬ ▬ ▬▬▬▬ ▬▬ ▬ ▬▬▬ ▬▬ ▬▬▬▬ ▬ ▬▬▬ ▬▬▬▬▬ ▬▬ ▬▬▬ ▬ ▬▬▬▬ ▬▬ ▬ ▬▬▬ ▬▬ ▬▬▬▬ ▬ ▬▬▬ ▬▬▬▬▬ ▬▬ ▬▬▬ ▬ ▬▬▬▬ ▬▬ ▬ ▬▬▬ ▬▬ ▬▬▬▬ ▬ ▬▬▬ ▬▬▬▬▬ ▬▬ ▬▬▬ ▬ ▬▬▬▬ ▬▬ ▬ ▬▬▬ ▬▬ ▬▬▬▬ ▬ ▬▬▬ ▬▬▬▬▬ ▬▬ ▬▬▬ ▬ ▬▬▬▬ ▬▬ ▬ ▬▬▬ ▬▬ ▬▬▬▬ ▬ ▬▬▬ ▬▬▬▬▬ ▬▬ ▬▬▬ ▬ ▬▬▬▬ ▬▬ ▬ ▬▬▬ ▬▬ ▬▬▬▬ ▬ ▬▬▬ ▬▬▬▬▬ ▬▬ ▬▬▬ ▬ ▬▬▬▬ ▬▬ ▬ ▬▬▬ ▬▬ ▬▬▬▬ ▬ ▬▬▬ ▬▬▬▬▬ ▬▬ ▬▬▬ ▬ ▬▬▬▬ ▬▬ ▬ ▬▬▬ ▬▬ ▬▬▬▬ ▬ ▬▬▬ ▬▬▬▬▬ ▬▬ ▬▬▬ ▬ ▬▬▬▬ ▬▬ ▬ ▬▬▬ ▬▬ ▬▬▬▬ ▬ ▬▬▬ ▬▬▬▬▬ ▬▬ ▬▬▬ ▬ ▬▬▬▬ ▬▬ ▬ ▬▬▬ ▬▬ ▬▬▬▬ ▬ ▬▬▬ ▬▬▬▬▬ ▬▬ ▬▬▬ ▬ ▬▬▬▬ ▬▬ ▬ ▬▬▬ ▬▬ ▬▬▬▬ ▬ ▬▬▬ ▬▬▬▬▬ ▬▬ ▬▬▬ ▬ ▬▬▬▬ ▬▬ ▬ ▬▬▬ ▬▬ ▬▬▬▬ ▬ ▬▬▬ ▬▬▬▬▬ ▬▬ ▬▬▬ ▬ ▬▬▬▬ ▬▬ ▬ ▬▬▬ ▬▬ ▬▬▬▬ ▬ ▬▬▬ ▬▬▬▬▬ ▬▬ ▬▬▬ ▬ ▬▬▬▬ ▬▬ ▬ ▬▬▬ ▬▬ ▬▬▬▬ ▬ ▬▬▬ ▬▬▬▬▬ ▬▬ ▬▬▬ ▬ ▬▬▬▬ ▬▬ ▬ ▬▬▬ ▬▬ ▬▬▬▬ ▬ ▬▬▬ ▬▬▬▬▬ ▬▬ ▬▬▬ ▬ ▬▬▬▬ ▬▬ ▬ ▬▬▬ ▬▬ ▬▬▬▬ ▬ ▬▬▬ ▬▬▬▬▬ ▬▬ ▬▬▬ ▬ ▬▬▬▬ ▬▬ ▬ ▬▬▬ ▬▬ ▬▬▬▬ ▬ ▬▬▬ ▬▬▬▬▬ ▬▬ ▬▬▬ ▬ ▬▬▬▬ ▬▬ ▬ ▬▬▬ ▬▬ ▬▬▬▬ ▬ ▬▬▬ ▬▬▬▬▬ ▬▬ ▬▬▬ ▬ ▬▬▬▬ ▬▬ ▬ ▬▬▬ ▬▬ ▬▬▬▬ ▬ ▬▬▬ ▬▬▬▬▬ ▬▬ ▬▬▬ ▬ ▬▬▬▬ ▬▬ ▬ ▬▬▬ ▬▬ ▬▬▬▬ ▬ ▬▬▬ ▬▬▬▬▬ ▬▬ ▬▬▬ ▬ ▬▬▬▬ ▬▬: [1036, 495, 1490, 901]
- region-name: Elsaß-Lothringen.: [111, 1762, 236, 1775]
- separator: — ◆ —: [1236, 294, 1290, 307]
- table-row: 56 Freiburg 3 6 6 2 2: [90, 1315, 554, 1329]
- region-name: Freiburg: [111, 1315, 236, 1329]
- table-row: 19 Erfurt 5 11 13 6 9: [90, 753, 554, 767]
- adjacent-page-fragment: 14: [5, 787, 27, 807]
- adjacent-page-fragment: em: [5, 876, 32, 896]
- column-statistics: [89, 206, 553, 2248]
- table-row-total: Reich „ 30. Juni 240 859 2577 296 1611 476 1760 2545 492 815: [90, 1832, 554, 1846]
- table-state-heading: [90, 492, 554, 507]
- table-row: 39 Niederbayern 1 1 5 4 4 4: [90, 1041, 554, 1055]
- region-name: Stadtkr. Berlin: [111, 575, 236, 588]
- table-row: 47 Dresden 3 8 13 2 8 4 9 9 2 2: [90, 1165, 554, 1178]
- region-name: Schwarzwaldkreis: [111, 1247, 236, 1261]
- region-name: Aachen: [111, 986, 236, 1000]
- table-state-heading: [90, 1357, 554, 1370]
- header-communes: Gemeinden: [494, 379, 524, 479]
- region-name: Schwarzburg-Sondershausen: [111, 1600, 236, 1626]
- adjacent-page-fragment: ilt: [5, 254, 23, 274]
- table-row: 23 Lüneburg 1 3 22 12 10 27 32 2 3: [90, 808, 554, 822]
- region-name: Baden.: [111, 1288, 236, 1302]
- total-label: Reich „ 30. Juni: [90, 1832, 236, 1846]
- illegible-text: ▬ ▬▬▬ ▬▬ ▬▬▬▬ ▬ ▬▬▬ ▬▬▬▬▬ ▬▬ ▬▬▬ ▬ ▬▬▬▬ ▬▬ ▬ ▬▬▬ ▬▬ ▬▬▬▬ ▬ ▬▬▬ ▬▬▬▬▬ ▬▬ ▬▬▬ ▬ ▬▬▬▬ ▬▬ ▬ ▬▬▬ ▬▬ ▬▬▬▬ ▬ ▬▬▬ ▬▬▬▬▬ ▬▬ ▬▬▬ ▬ ▬▬▬▬ ▬▬ ▬ ▬▬▬ ▬▬ ▬▬▬▬ ▬ ▬▬▬ ▬▬▬▬▬ ▬▬ ▬▬▬ ▬ ▬▬▬▬ ▬▬ ▬ ▬▬▬ ▬▬ ▬▬▬▬ ▬ ▬▬▬ ▬▬▬▬▬ ▬▬ ▬▬▬ ▬ ▬▬▬▬ ▬▬ ▬ ▬▬▬ ▬▬ ▬▬▬▬ ▬ ▬▬▬ ▬▬▬▬▬ ▬▬ ▬▬▬ ▬ ▬▬▬▬ ▬▬ ▬ ▬▬▬ ▬▬ ▬▬▬▬ ▬ ▬▬▬ ▬▬▬▬▬ ▬▬ ▬▬▬ ▬ ▬▬▬▬ ▬▬ ▬ ▬▬▬ ▬▬ ▬▬▬▬ ▬ ▬▬▬ ▬▬▬▬▬ ▬▬ ▬▬▬ ▬ ▬▬▬▬ ▬▬ ▬ ▬▬▬ ▬▬ ▬▬▬▬ ▬ ▬▬▬ ▬▬▬▬▬ ▬▬ ▬▬▬ ▬ ▬▬▬▬ ▬▬ ▬ ▬▬▬ ▬▬ ▬▬▬▬ ▬ ▬▬▬ ▬▬▬▬▬ ▬▬ ▬▬▬ ▬ ▬▬▬▬ ▬▬ ▬ ▬▬▬ ▬▬ ▬▬▬▬ ▬ ▬▬▬ ▬▬▬▬▬ ▬▬ ▬▬▬ ▬ ▬▬▬▬ ▬▬ ▬ ▬▬▬ ▬▬ ▬▬▬▬ ▬ ▬▬▬ ▬▬▬▬▬ ▬▬ ▬▬▬ ▬ ▬▬▬▬ ▬▬ ▬ ▬▬▬ ▬▬ ▬▬▬▬ ▬ ▬▬▬ ▬▬▬▬▬ ▬▬ ▬▬▬ ▬ ▬▬▬▬ ▬▬ ▬ ▬▬▬ ▬▬ ▬▬▬▬ ▬ ▬▬▬ ▬▬▬▬▬ ▬▬ ▬▬▬ ▬ ▬▬▬▬ ▬▬ ▬ ▬▬▬ ▬▬ ▬▬▬▬ ▬ ▬▬▬ ▬▬▬▬▬ ▬▬ ▬▬▬ ▬ ▬▬▬▬ ▬▬ ▬ ▬▬▬ ▬▬ ▬▬▬▬ ▬ ▬▬▬ ▬▬▬▬▬ ▬▬ ▬▬▬ ▬ ▬▬▬▬ ▬▬ ▬ ▬▬▬ ▬▬ ▬▬▬▬ ▬ ▬▬▬ ▬▬▬▬▬ ▬▬ ▬▬▬ ▬ ▬▬▬▬ ▬▬ ▬ ▬▬▬ ▬▬ ▬▬▬▬ ▬ ▬▬▬ ▬▬▬▬▬ ▬▬ ▬▬▬ ▬ ▬▬▬▬ ▬▬ ▬ ▬▬▬ ▬▬ ▬▬▬▬ ▬ ▬▬▬ ▬▬▬▬▬ ▬▬ ▬▬▬ ▬ ▬▬▬▬ ▬▬ ▬ ▬▬▬ ▬▬ ▬▬▬▬ ▬ ▬▬▬ ▬▬▬▬▬ ▬▬ ▬▬▬ ▬ ▬▬▬▬ ▬▬ ▬ ▬▬▬ ▬▬ ▬▬▬▬ ▬ ▬▬▬ ▬▬▬▬▬ ▬▬ ▬▬▬ ▬ ▬▬▬▬ ▬▬ ▬ ▬▬▬ ▬▬ ▬▬▬▬ ▬ ▬▬▬ ▬▬▬▬▬ ▬▬ ▬▬▬ ▬ ▬▬▬▬ ▬▬ ▬ ▬▬▬ ▬▬ ▬▬▬▬ ▬ ▬▬▬ ▬▬▬▬▬ ▬▬ ▬▬▬ ▬ ▬▬▬▬ ▬▬ ▬ ▬▬▬ ▬▬ ▬▬▬▬ ▬ ▬▬▬ ▬▬▬▬▬ ▬▬ ▬▬▬ ▬ ▬▬▬▬ ▬▬ ▬ ▬▬▬ ▬▬ ▬▬▬▬ ▬ ▬▬▬ ▬▬▬▬▬ ▬▬ ▬▬▬ ▬ ▬▬▬▬ ▬▬ ▬ ▬▬▬ ▬▬ ▬▬▬▬ ▬ ▬▬▬ ▬▬▬▬▬ ▬▬ ▬▬▬ ▬ ▬▬▬▬ ▬▬ ▬ ▬▬▬ ▬▬ ▬▬▬▬ ▬ ▬▬▬ ▬▬▬▬▬ ▬▬ ▬▬▬ ▬ ▬▬▬▬ ▬▬ ▬ ▬▬▬ ▬▬ ▬▬▬▬ ▬ ▬▬▬ ▬▬▬▬▬ ▬▬ ▬▬▬ ▬ ▬▬▬▬ ▬▬ ▬ ▬▬▬ ▬▬ ▬▬▬▬ ▬ ▬▬▬ ▬▬▬▬▬ ▬▬ ▬▬▬ ▬ ▬▬▬▬ ▬▬ ▬ ▬▬▬ ▬▬ ▬▬▬▬ ▬ ▬▬▬ ▬▬▬▬▬ ▬▬ ▬▬▬ ▬ ▬▬▬▬ ▬▬ ▬ ▬▬▬ ▬▬ ▬▬▬▬ ▬ ▬▬▬ ▬▬▬▬▬ ▬▬ ▬▬▬ ▬ ▬▬▬▬ ▬▬ ▬ ▬▬▬ ▬▬ ▬▬▬▬ ▬ ▬▬▬ ▬▬▬▬▬ ▬▬ ▬▬▬ ▬ ▬▬▬▬ ▬▬: [1036, 1663, 1490, 2168]
- table-row: 29 Arnsberg 2 3 5 16 32 74 14 36: [90, 890, 554, 904]
- table-row: 21 Hannover 1 6 18 2 14 5 23 27 4 6: [90, 780, 554, 794]
- adjacent-page-fragment: olt: [5, 1053, 29, 1073]
- table-row: 4 Danzig 5 140 850 2 405 11 46 53 16 19: [90, 547, 554, 561]
- adjacent-page-fragment: ner: [5, 343, 36, 363]
- region-name: Arnsberg: [111, 890, 236, 904]
- table-row: 32 Koblenz 1 2 3 8 16 16 2 2: [90, 931, 554, 945]
- region-name: Gotha: [111, 1573, 236, 1587]
- header-farms: Gehöfte: [299, 379, 332, 479]
- column-number: 1.: [90, 479, 111, 492]
- region-name: Mittelfranken: [111, 1096, 236, 1110]
- header-districts: Kreise ic.: [390, 379, 422, 479]
- region-name: Lübeck: [111, 1491, 236, 1504]
- region-name: Danzig: [111, 547, 236, 561]
- table-row: 44 Unterfranken 1 1 1: [90, 1110, 554, 1123]
- table-row: 15 Liegnitz 17 130 160 30 38: [90, 698, 554, 712]
- header-total: insgesamt: [390, 349, 494, 379]
- region-name: Birkenfeld: [111, 1504, 236, 1518]
- region-name: Schwarzburg-Rudolstadt: [111, 1626, 236, 1652]
- table-row: 10 Köslin 1 1 1 6 13 75 8 10: [90, 629, 554, 643]
- table-row: 18 Merseburg 6 11 29 3 7 6 19 23 6 6: [90, 739, 554, 753]
- table-state-heading: [90, 1137, 554, 1151]
- region-name: Hessen.: [111, 1357, 236, 1370]
- table-row: 14 Breslau 16 26 60 10 33 24 147 177 42 48: [90, 684, 554, 698]
- table-row: 72 Gotha 1 1 1: [90, 1573, 554, 1587]
- region-name: Reuß ä. L.: [111, 1666, 236, 1679]
- table-row: 58 Mannheim 3 8 32 7 31: [90, 1343, 554, 1357]
- region-name: Bromberg: [111, 671, 236, 684]
- table-row: 27 Münster 6 18 83 5 29 5 9 12 1 2: [90, 863, 554, 876]
- adjacent-page-fragment: ril: [5, 831, 25, 851]
- column-numbers: [90, 479, 554, 492]
- header-communes: Gemeinden: [423, 379, 458, 479]
- adjacent-page-fragment: ieie: [5, 565, 38, 585]
- table-row: 45 Schwaben 3 3 5 1 1 1: [90, 1123, 554, 1137]
- issue-number: Nummer 168: [48, 149, 251, 182]
- region-name: Lübeck: [111, 1721, 236, 1734]
- adjacent-page-strip: [0, 0, 48, 2296]
- table-row: 36 Aachen 5 16 38 1 8 7 8 8 3 3: [90, 986, 554, 1000]
- region-name: Schleswig: [111, 767, 236, 780]
- table-row: 22 Hildesheim 4 4 8 6 18 21 4 5: [90, 794, 554, 808]
- region-name: Cassel: [111, 904, 236, 918]
- region-name: Gumbinnen: [111, 520, 236, 533]
- table-row: 81 Lübeck: [90, 1721, 554, 1734]
- table-source: Auszug aus der amtl. Veröffentlichung im „Reichsanzeiger“.: [89, 295, 553, 313]
- column-number: 9.: [423, 479, 458, 492]
- region-name: Schwaben: [111, 1123, 236, 1137]
- table-row: 48 Leipzig 3 3 8 6 6 6: [90, 1178, 554, 1192]
- column-number: 3.: [236, 479, 266, 492]
- region-name: Hildesheim: [111, 794, 236, 808]
- article-heading: Tuberkulose-Bekämpfung in Hessen 1913: [583, 208, 1001, 229]
- region-name: Anhalt: [111, 1587, 236, 1600]
- header-total: insgesamt: [236, 349, 332, 379]
- table-row: 74 Schwarzburg-Sondershausen 1 1 2 1 1 1: [90, 1600, 554, 1626]
- table-state-heading: [90, 1014, 554, 1027]
- region-name: Oberpfalz: [111, 1069, 236, 1082]
